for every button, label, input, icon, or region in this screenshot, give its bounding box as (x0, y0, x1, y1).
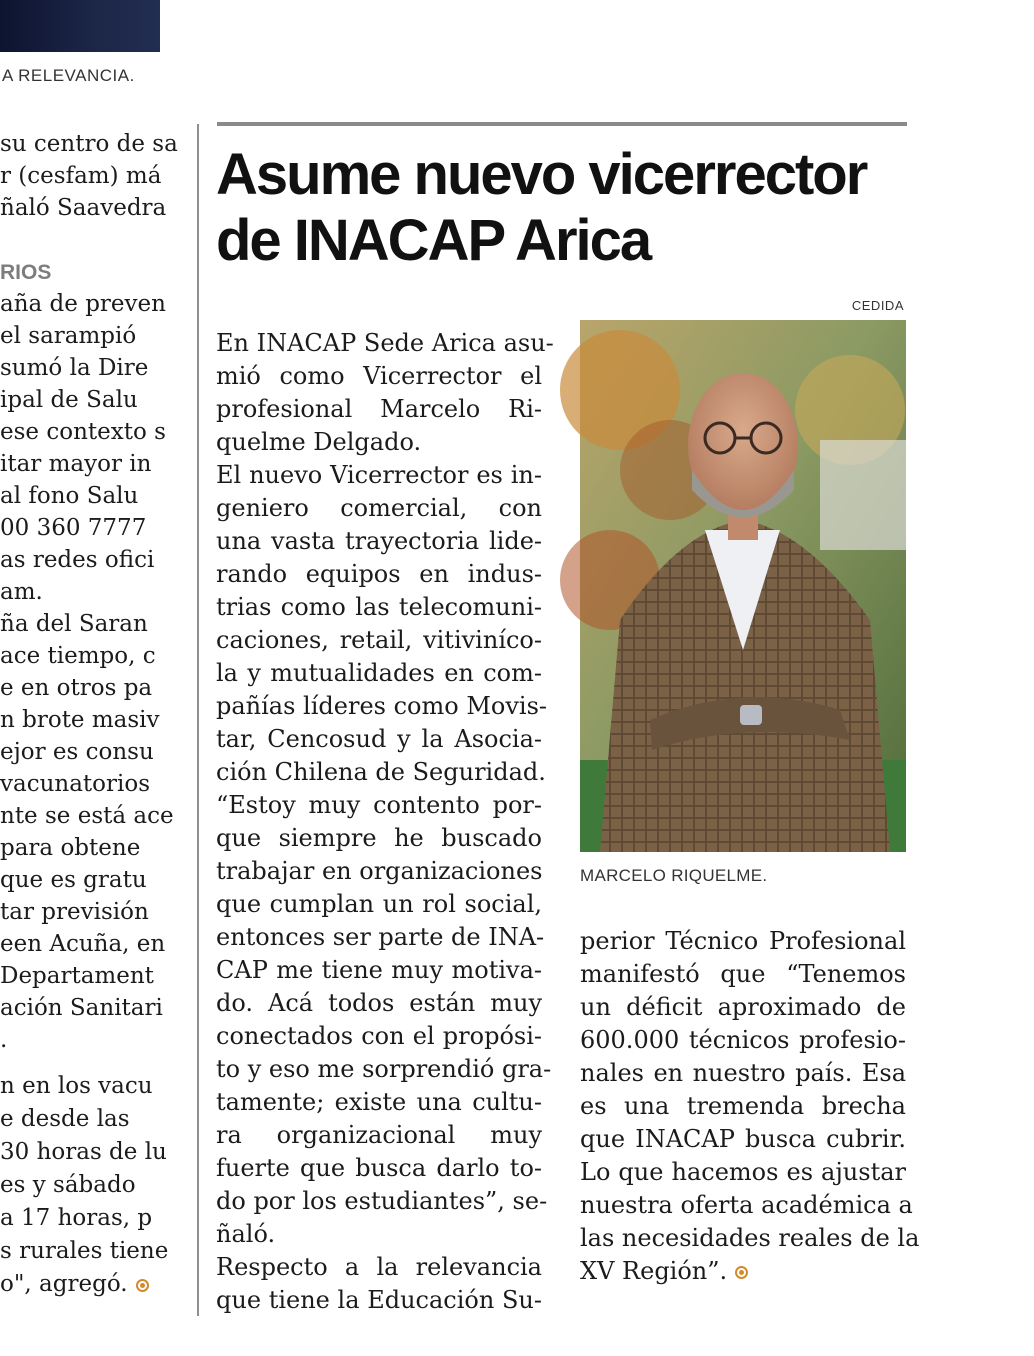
previous-article-line: s rurales tiene (0, 1238, 169, 1264)
previous-article-line: am. (0, 579, 43, 605)
previous-article-line: vacunatorios (0, 771, 151, 797)
body-text-line: En INACAP Sede Arica asu- (216, 329, 554, 357)
previous-article-line: aña de preven (0, 291, 166, 317)
body-text-line: ra organizacional muy (216, 1121, 542, 1149)
article-headline (216, 142, 916, 274)
previous-article-line: al fono Salu (0, 483, 139, 509)
body-text-line: El nuevo Vicerrector es in- (216, 461, 542, 489)
body-text-line: caciones, retail, vitiviníco- (216, 626, 542, 654)
article-body-column-1 (216, 327, 554, 1317)
body-text-line: tar, Cencosud y la Asocia- (216, 725, 542, 753)
article-top-rule (217, 122, 907, 126)
body-text-line: nuestra oferta académica a (580, 1191, 913, 1219)
headline-line-1: Asume nuevo vicerrector (216, 142, 867, 207)
previous-article-line: o", agregó. (0, 1268, 149, 1301)
article-end-icon (735, 1266, 748, 1279)
body-text-line: mió como Vicerrector el (216, 362, 542, 390)
body-text-line: profesional Marcelo Ri- (216, 395, 542, 423)
body-text-line: trias como las telecomuni- (216, 593, 542, 621)
previous-article-line: 30 horas de lu (0, 1139, 167, 1165)
body-text-line: quelme Delgado. (216, 428, 422, 456)
body-text-line: Respecto a la relevancia (216, 1253, 542, 1281)
body-text-line: nales en nuestro país. Esa (580, 1059, 906, 1087)
previous-article-line: ación Sanitari (0, 995, 163, 1021)
body-text-line: conectados con el propósi- (216, 1022, 542, 1050)
previous-article-line: que es gratu (0, 867, 147, 893)
body-text-line: un déficit aproximado de (580, 993, 906, 1021)
previous-article-photo (0, 0, 160, 52)
body-text-line: una vasta trayectoria lide- (216, 527, 542, 555)
article-end-icon (136, 1279, 149, 1292)
previous-photo-caption: A RELEVANCIA. (2, 66, 135, 85)
previous-article-line: n brote masiv (0, 707, 160, 733)
previous-article-line: ejor es consu (0, 739, 154, 765)
portrait-photo (580, 320, 906, 852)
previous-article-line: r (cesfam) má (0, 163, 162, 189)
previous-article-line: ñaló Saavedra (0, 195, 167, 221)
body-text-line: que INACAP busca cubrir. (580, 1125, 906, 1153)
body-text-line: 600.000 técnicos profesio- (580, 1026, 906, 1054)
body-text-line: manifestó que “Tenemos (580, 960, 906, 988)
previous-article-line: el sarampió (0, 323, 137, 349)
body-text-line: geniero comercial, con (216, 494, 542, 522)
body-text-line: la y mutualidades en com- (216, 659, 542, 687)
previous-article-line: ese contexto s (0, 419, 166, 445)
body-text-line: entonces ser parte de INA- (216, 923, 545, 951)
body-text-line: to y eso me sorprendió gra- (216, 1055, 552, 1083)
previous-article-line: nte se está ace (0, 803, 174, 829)
body-text-line: tamente; existe una cultu- (216, 1088, 542, 1116)
previous-article-line: itar mayor in (0, 451, 152, 477)
previous-article-line: es y sábado (0, 1172, 136, 1198)
body-text-line: las necesidades reales de la (580, 1224, 920, 1252)
body-text-line: pañías líderes como Movis- (216, 692, 548, 720)
body-text-line: CAP me tiene muy motiva- (216, 956, 542, 984)
column-divider (197, 124, 199, 1316)
body-text-line: XV Región”. (580, 1255, 906, 1288)
previous-article-line: as redes ofici (0, 547, 155, 573)
body-text-line: Lo que hacemos es ajustar (580, 1158, 906, 1186)
photo-caption: MARCELO RIQUELME. (580, 866, 768, 885)
article-body-column-2 (580, 925, 920, 1288)
previous-article-line: n en los vacu (0, 1073, 153, 1099)
body-text-line: do por los estudiantes”, se- (216, 1187, 548, 1215)
previous-article-line: ipal de Salu (0, 387, 138, 413)
body-text-line: que tiene la Educación Su- (216, 1286, 542, 1314)
previous-article-line: 00 360 7777 (0, 515, 147, 541)
previous-article-line: e en otros pa (0, 675, 153, 701)
previous-article-line: ña del Saran (0, 611, 148, 637)
previous-article-line: . (0, 1027, 8, 1053)
body-text-line: que siempre he buscado (216, 824, 542, 852)
body-text-line: perior Técnico Profesional (580, 927, 906, 955)
previous-article-line: Departament (0, 963, 154, 989)
previous-article-line: para obtene (0, 835, 141, 861)
body-text-line: ñaló. (216, 1220, 276, 1248)
body-text-line: que cumplan un rol social, (216, 890, 542, 918)
previous-article-line: sumó la Dire (0, 355, 149, 381)
body-text-line: es una tremenda brecha (580, 1092, 906, 1120)
previous-article-line: tar previsión (0, 899, 149, 925)
body-text-line: do. Acá todos están muy (216, 989, 542, 1017)
photo-credit: CEDIDA (851, 298, 904, 313)
body-text-line: rando equipos en indus- (216, 560, 542, 588)
body-text-line: ción Chilena de Seguridad. (216, 758, 546, 786)
previous-article-column (0, 128, 178, 1348)
previous-article-line: su centro de sa (0, 131, 178, 157)
body-text-line: trabajar en organizaciones (216, 857, 543, 885)
previous-article-line: ace tiempo, c (0, 643, 156, 669)
headline-line-2: de INACAP Arica (216, 208, 651, 273)
body-text-line: fuerte que busca darlo to- (216, 1154, 542, 1182)
body-text-line: “Estoy muy contento por- (216, 791, 542, 819)
previous-article-line: RIOS (0, 261, 52, 284)
previous-article-line: e desde las (0, 1106, 130, 1132)
previous-article-line: een Acuña, en (0, 931, 166, 957)
previous-article-line: a 17 horas, p (0, 1205, 153, 1231)
